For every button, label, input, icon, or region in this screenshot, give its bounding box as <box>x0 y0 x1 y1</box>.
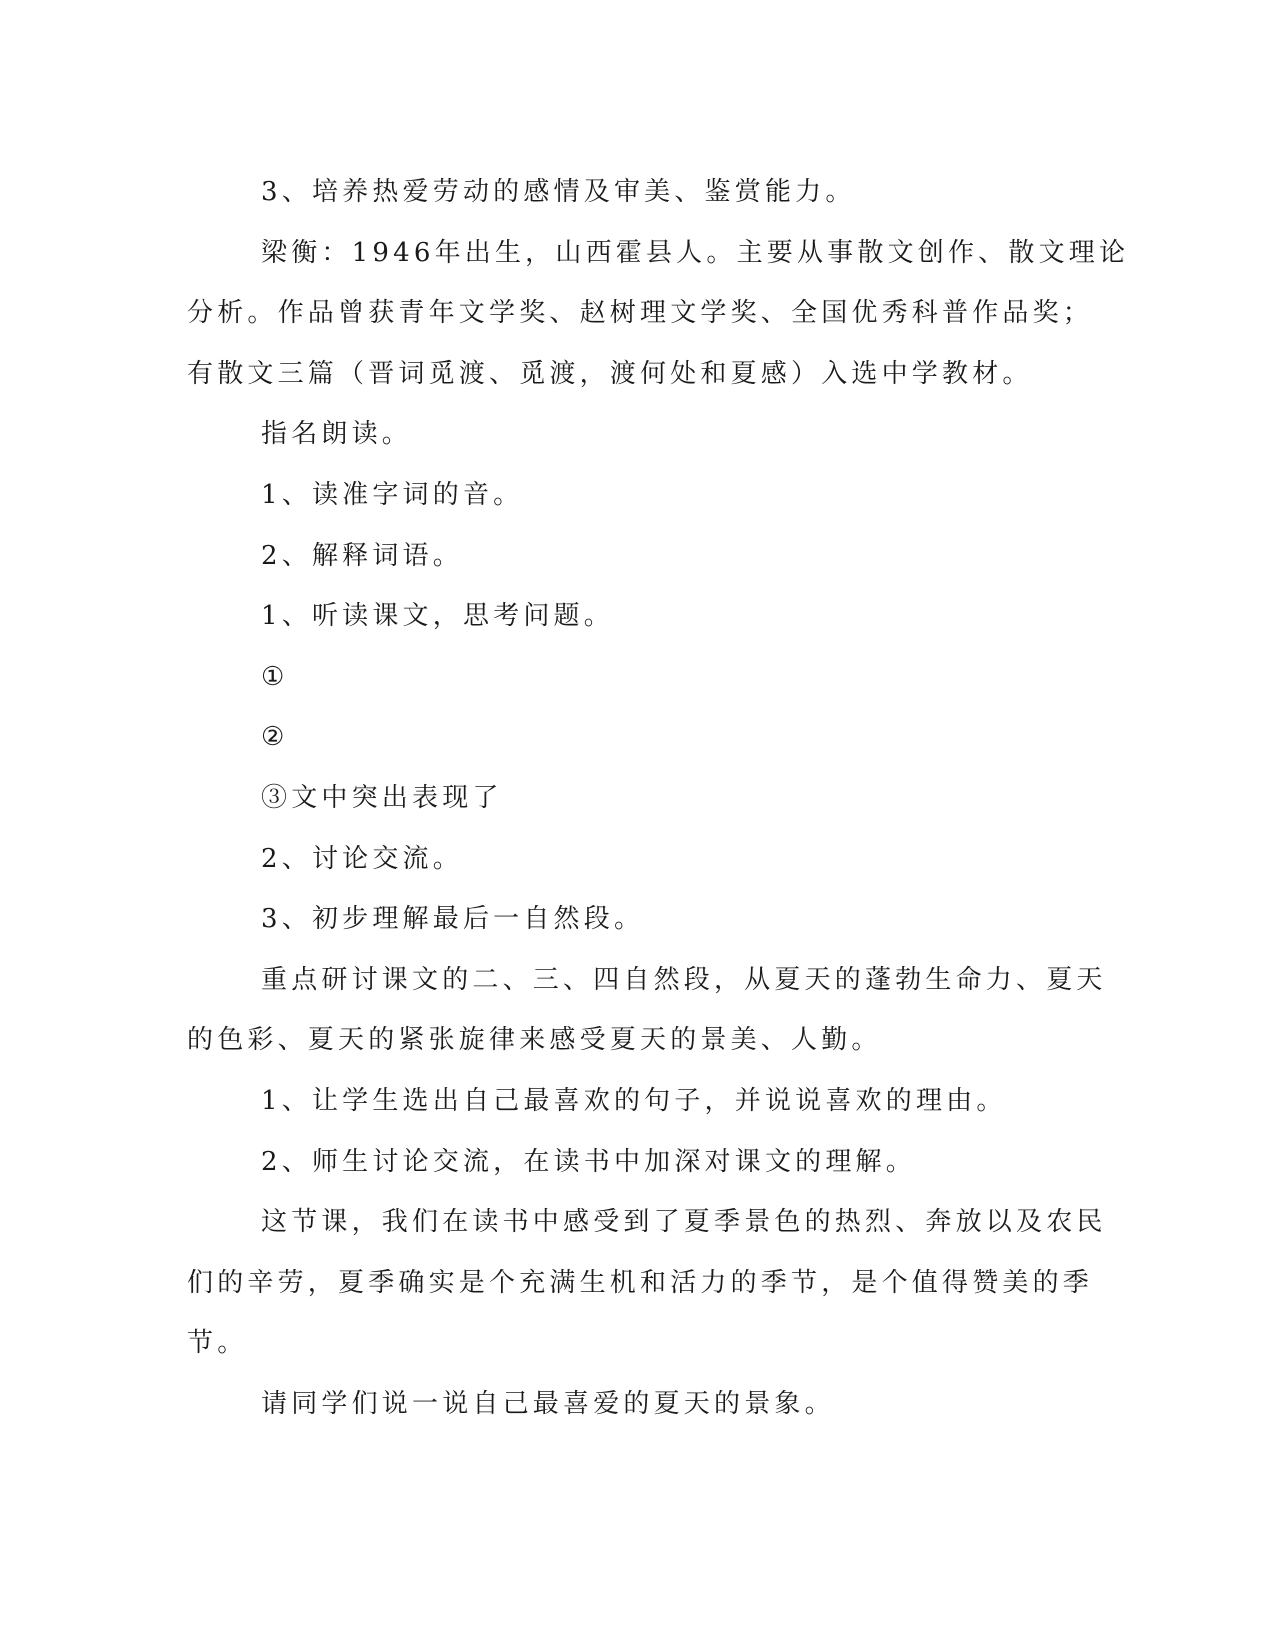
paragraph-line: 请同学们说一说自己最喜爱的夏天的景象。 <box>261 1388 835 1419</box>
paragraph-line: 这节课，我们在读书中感受到了夏季景色的热烈、奔放以及农民 <box>261 1207 1107 1238</box>
paragraph-line: ② <box>261 722 289 753</box>
paragraph-line: 重点研讨课文的二、三、四自然段，从夏天的蓬勃生命力、夏天 <box>261 964 1107 995</box>
paragraph-line: 1、听读课文，思考问题。 <box>261 601 614 632</box>
paragraph-line: 的色彩、夏天的紧张旋律来感受夏天的景美、人勤。 <box>187 1025 882 1056</box>
paragraph-line: ① <box>261 661 289 692</box>
paragraph-line: 节。 <box>187 1328 248 1359</box>
paragraph-line: 梁衡：1946年出生，山西霍县人。主要从事散文创作、散文理论 <box>261 237 1130 268</box>
paragraph-line: 2、讨论交流。 <box>261 843 463 874</box>
paragraph-line: 2、师生讨论交流，在读书中加深对课文的理解。 <box>261 1146 916 1177</box>
paragraph-line: 指名朗读。 <box>261 419 413 450</box>
paragraph-line: 3、初步理解最后一自然段。 <box>261 904 645 935</box>
paragraph-line: 1、读准字词的音。 <box>261 479 524 510</box>
paragraph-line: 1、让学生选出自己最喜欢的句子，并说说喜欢的理由。 <box>261 1085 1007 1116</box>
document-body <box>187 162 1130 1434</box>
paragraph-line: 3、培养热爱劳动的感情及审美、鉴赏能力。 <box>261 177 856 207</box>
paragraph-line: 分析。作品曾获青年文学奖、赵树理文学奖、全国优秀科普作品奖； <box>187 298 1094 329</box>
paragraph-line: 们的辛劳，夏季确实是个充满生机和活力的季节，是个值得赞美的季 <box>187 1267 1094 1298</box>
paragraph-line: ③文中突出表现了 <box>261 782 503 813</box>
paragraph-line: 2、解释词语。 <box>261 540 463 571</box>
paragraph-line: 有散文三篇（晋词觅渡、觅渡，渡何处和夏感）入选中学教材。 <box>187 358 1033 389</box>
